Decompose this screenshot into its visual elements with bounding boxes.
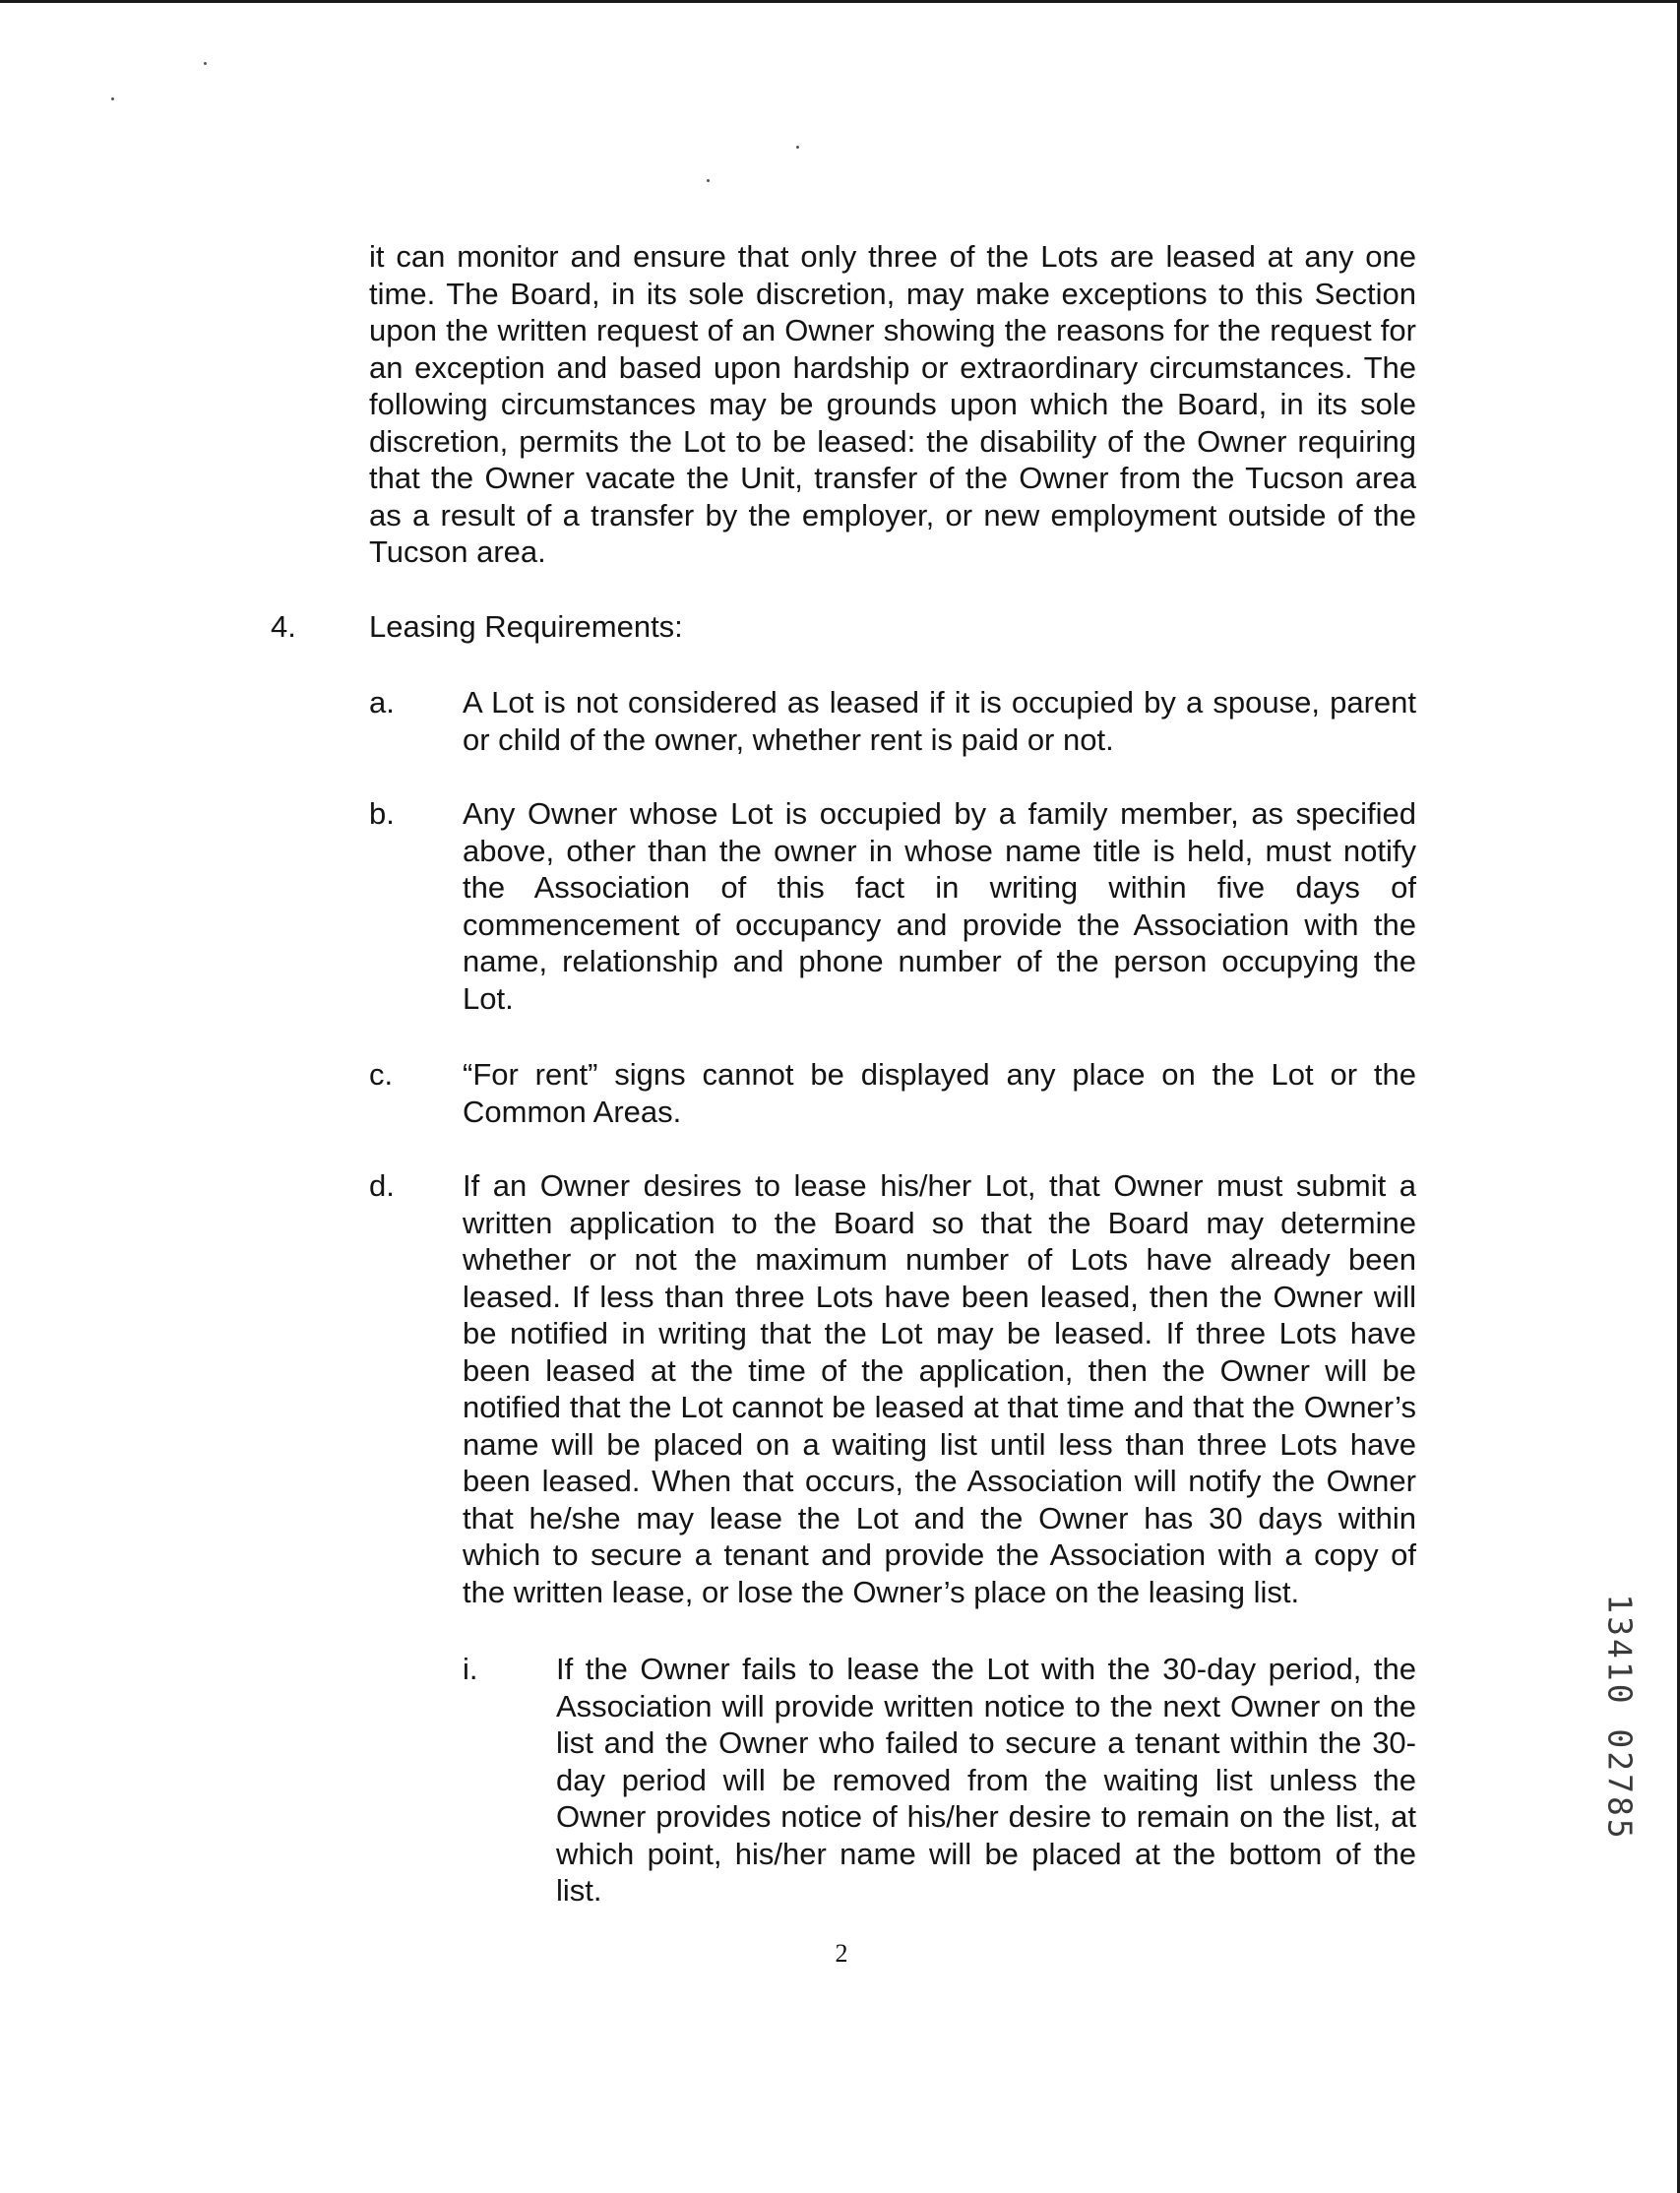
subitem-text: If the Owner fails to lease the Lot with the 30-day period, the Association will provide written notice to the next Owner on the list and the Owner who failed to secure a tenant within the 30-day period will be removed from the waiting list unless the Owner provides notice of his/her desire to remain on the list, at which point, his/her name will be placed at the bottom of the list. [556, 1652, 1416, 1908]
subitem-label: i. [463, 1652, 478, 1686]
page-number: 2 [835, 1939, 848, 1968]
item-text: If an Owner desires to lease his/her Lot, that Owner must submit a written application to the Board so that the Board may determine whether or not the maximum number of Lots have already been leased. If less than three Lots have been leased, then the Owner will be notified in writing that the Lot may be leased. If three Lots have been leased at the time of the application, then the Owner will be notified that the Lot cannot be leased at that time and that the Owner’s name will be placed on a waiting list until less than three Lots have been leased. When that occurs, the Association will notify the Owner that he/she may lease the Lot and the Owner has 30 days within which to secure a tenant and provide the Association with a copy of the written lease, or lose the Owner’s place on the leasing list. [463, 1168, 1416, 1609]
recording-stamp [1592, 1585, 1648, 1850]
scan-speck [204, 62, 207, 65]
intro-paragraph: it can monitor and ensure that only three of the Lots are leased at any one time. The Board, in its sole discretion, may make exceptions to this Section upon the written request of an Owner showing the reasons for the request for an exception and based upon hardship or extraordinary circumstances. The following circumstances may be grounds upon which the Board, in its sole discretion, permits the Lot to be leased: the disability of the Owner requiring that the Owner vacate the Unit, transfer of the Owner from the Tucson area as a result of a transfer by the employer, or new employment outside of the Tucson area. [369, 239, 1416, 569]
item-text: A Lot is not considered as leased if it is occupied by a spouse, parent or child of the owner, whether rent is paid or not. [463, 685, 1416, 757]
item-label: d. [369, 1168, 395, 1203]
scan-speck [796, 146, 799, 149]
item-label: c. [369, 1057, 394, 1092]
scan-speck [111, 97, 114, 100]
item-text: “For rent” signs cannot be displayed any place on the Lot or the Common Areas. [463, 1057, 1416, 1129]
section-title: Leasing Requirements: [369, 609, 683, 644]
section-number: 4. [271, 609, 296, 644]
item-label: b. [369, 796, 395, 831]
scan-top-edge [0, 0, 1680, 3]
recording-stamp-text: 13410 02785 [1600, 1594, 1640, 1842]
scan-speck [707, 179, 710, 182]
item-text: Any Owner whose Lot is occupied by a family member, as specified above, other than the owner in whose name title is held, must notify the Association of this fact in writing within five days of commencement of occupancy and provide the Association with the name, relationship and phone number of the person occupying the Lot. [463, 796, 1416, 1016]
item-label: a. [369, 685, 395, 720]
